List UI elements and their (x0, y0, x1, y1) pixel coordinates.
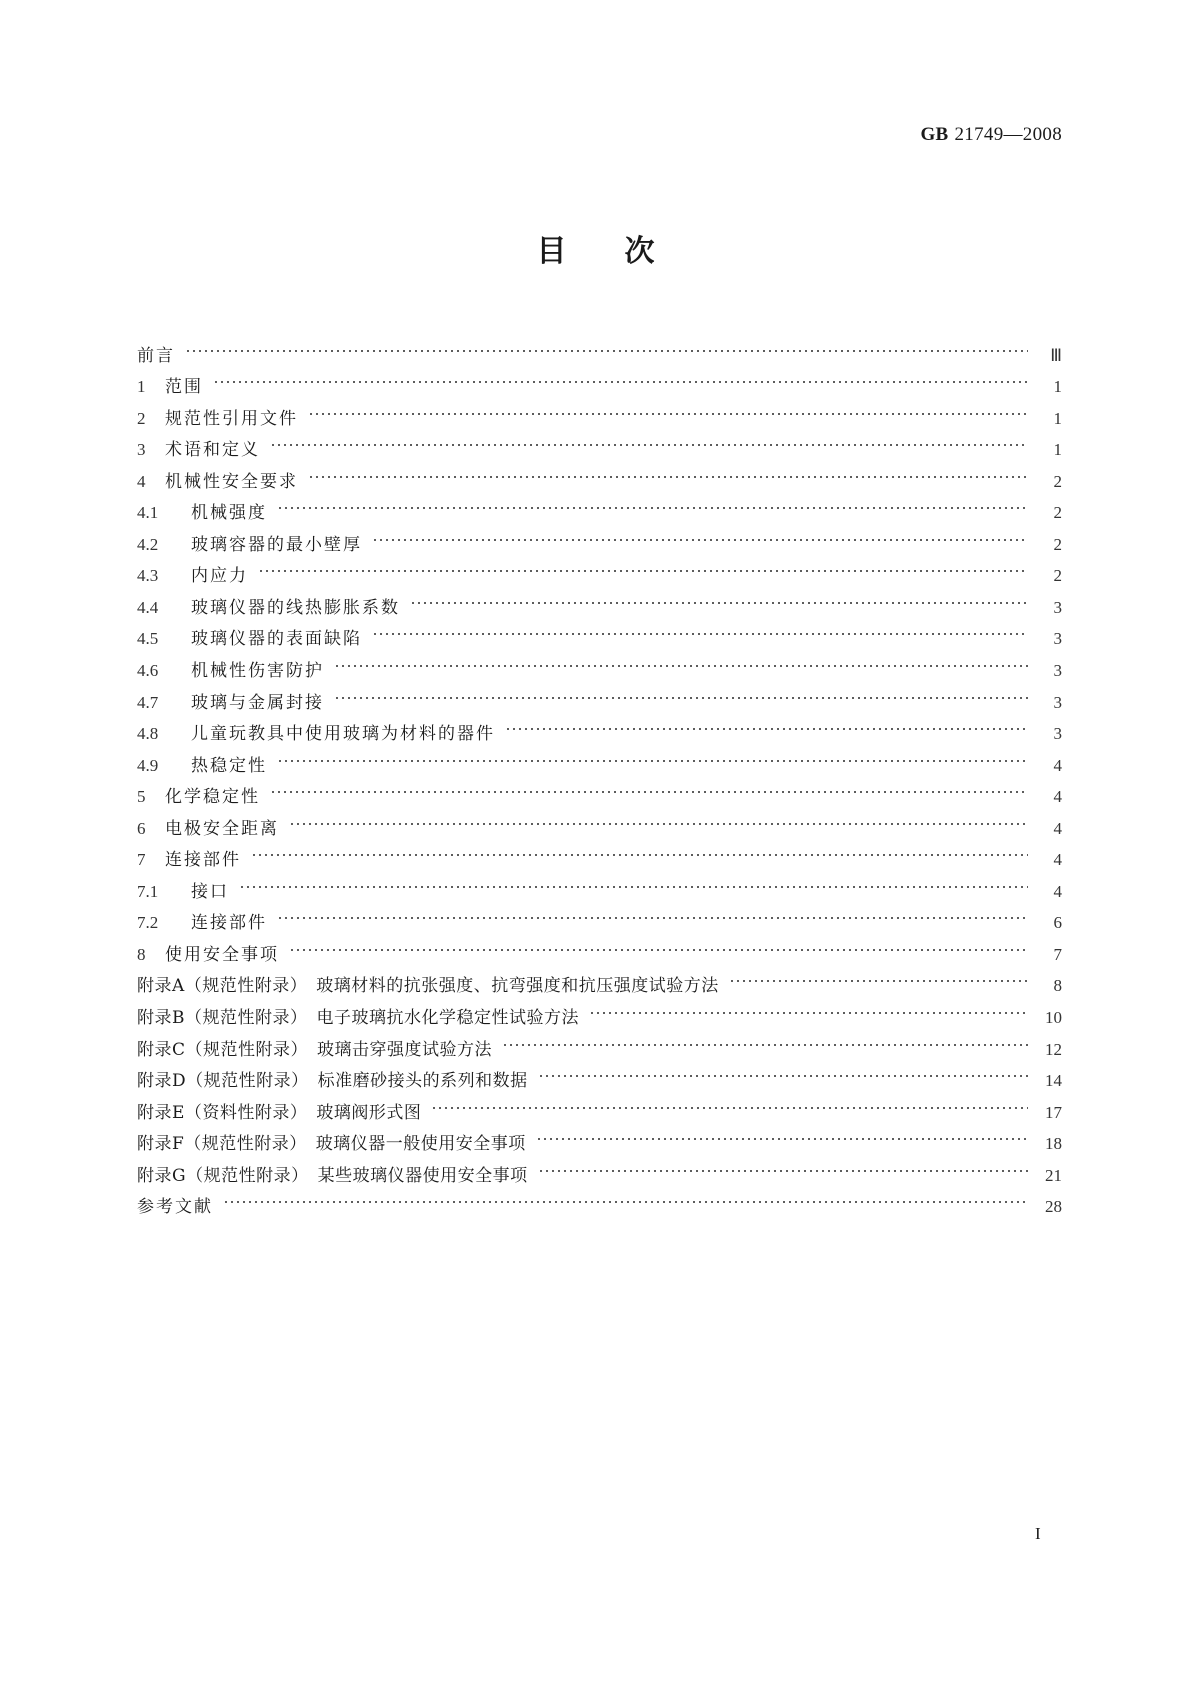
toc-entry-number: 4.7 (137, 692, 159, 712)
dot-leader (185, 329, 1028, 361)
toc-entry-page: 6 (1053, 913, 1062, 933)
dot-leader (251, 834, 1028, 866)
dot-leader (538, 1149, 1028, 1181)
toc-entry-label: 机械性伤害防护 (191, 661, 324, 682)
dot-leader (270, 771, 1028, 803)
toc-entry-page: Ⅲ (1050, 345, 1062, 365)
dot-leader (410, 581, 1028, 613)
dot-leader (334, 644, 1028, 676)
dot-leader (308, 455, 1028, 487)
toc-entry-page: 12 (1045, 1039, 1062, 1059)
toc-entry-number: 6 (137, 818, 146, 838)
toc-entry-label: 术语和定义 (165, 440, 260, 461)
toc-entry-number: 4.3 (137, 566, 159, 586)
toc-entry-number: 4.2 (137, 534, 159, 554)
dot-leader (334, 676, 1028, 708)
toc-entry-label: 儿童玩教具中使用玻璃为材料的器件 (191, 724, 495, 745)
toc-entry-page: 28 (1045, 1197, 1062, 1217)
toc-entry[interactable] (137, 897, 1062, 934)
toc-entry-label: 附录B（规范性附录） 电子玻璃抗水化学稳定性试验方法 (137, 1008, 579, 1029)
toc-entry-number: 8 (137, 944, 146, 964)
toc-entry-page: 3 (1053, 692, 1062, 712)
dot-leader (289, 802, 1028, 834)
toc-entry-page: 2 (1053, 534, 1062, 554)
dot-leader (270, 424, 1028, 456)
dot-leader (505, 708, 1028, 740)
toc-entry-number: 4.6 (137, 661, 159, 681)
toc-entry-page: 10 (1045, 1008, 1062, 1028)
toc-entry[interactable] (137, 424, 1062, 461)
toc-entry-label: 连接部件 (165, 850, 241, 871)
toc-entry-page: 4 (1053, 787, 1062, 807)
dot-leader (589, 991, 1028, 1023)
toc-entry-page: 2 (1053, 471, 1062, 491)
dot-leader (277, 897, 1028, 929)
toc-entry-page: 1 (1053, 377, 1062, 397)
toc-entry-page: 1 (1053, 440, 1062, 460)
toc-entry-page: 3 (1053, 597, 1062, 617)
toc-entry-page: 21 (1045, 1165, 1062, 1185)
toc-entry-number: 4.1 (137, 503, 159, 523)
toc-entry-label: 附录G（规范性附录） 某些玻璃仪器使用安全事项 (137, 1165, 528, 1186)
dot-leader (308, 392, 1028, 424)
dot-leader (431, 1086, 1028, 1118)
dot-leader (289, 928, 1028, 960)
toc-entry-label: 规范性引用文件 (165, 408, 298, 429)
toc-entry-page: 8 (1053, 976, 1062, 996)
dot-leader (223, 1181, 1028, 1213)
standard-code (920, 124, 1062, 146)
toc-entry-number: 3 (137, 440, 146, 460)
toc-entry[interactable] (137, 361, 1062, 398)
toc-entry-page: 2 (1053, 503, 1062, 523)
toc-entry-number: 4.4 (137, 597, 159, 617)
toc-entry-number: 4.8 (137, 724, 159, 744)
toc-entry[interactable] (137, 455, 1062, 492)
toc-entry-label: 内应力 (191, 566, 248, 587)
toc-entry-label: 化学稳定性 (165, 787, 260, 808)
page-number: I (1035, 1524, 1041, 1543)
toc-entry[interactable] (137, 834, 1062, 871)
toc-entry-page: 4 (1053, 850, 1062, 870)
toc-entry-page: 1 (1053, 408, 1062, 428)
dot-leader (502, 1023, 1028, 1055)
toc-entry-number: 7 (137, 850, 146, 870)
toc-entry-page: 3 (1053, 629, 1062, 649)
toc-entry-label: 使用安全事项 (165, 944, 279, 965)
toc-entry-label: 连接部件 (191, 913, 267, 934)
dot-leader (536, 1118, 1028, 1150)
toc-entry[interactable] (137, 802, 1062, 839)
toc-entry-label: 附录C（规范性附录） 玻璃击穿强度试验方法 (137, 1039, 493, 1060)
dot-leader (538, 1055, 1028, 1087)
toc-entry-label: 热稳定性 (191, 755, 267, 776)
toc-entry[interactable] (137, 329, 1062, 366)
dot-leader (258, 550, 1028, 582)
toc-entry[interactable] (137, 550, 1062, 587)
toc-entry[interactable] (137, 581, 1062, 618)
toc-entry[interactable] (137, 518, 1062, 555)
toc-entry-number: 5 (137, 787, 146, 807)
toc-entry-number: 4.5 (137, 629, 159, 649)
dot-leader (372, 613, 1028, 645)
toc-entry[interactable] (137, 1181, 1062, 1218)
table-of-contents (137, 329, 1062, 1218)
toc-entry-label: 玻璃容器的最小壁厚 (191, 534, 362, 555)
toc-entry-number: 7.1 (137, 881, 159, 901)
dot-leader (372, 518, 1028, 550)
toc-entry-number: 2 (137, 408, 146, 428)
toc-entry-label: 附录F（规范性附录） 玻璃仪器一般使用安全事项 (137, 1134, 526, 1155)
toc-entry-page: 3 (1053, 661, 1062, 681)
toc-entry-page: 18 (1045, 1134, 1062, 1154)
toc-entry-label: 电极安全距离 (165, 818, 279, 839)
toc-entry-page: 7 (1053, 944, 1062, 964)
toc-entry[interactable] (137, 865, 1062, 902)
dot-leader (729, 960, 1028, 992)
toc-entry-label: 机械性安全要求 (165, 471, 298, 492)
toc-entry[interactable] (137, 771, 1062, 808)
toc-entry[interactable] (137, 392, 1062, 429)
toc-entry-label: 参考文献 (137, 1197, 213, 1218)
toc-entry-page: 4 (1053, 755, 1062, 775)
toc-entry-page: 4 (1053, 818, 1062, 838)
standard-prefix: GB (920, 124, 949, 145)
toc-entry-page: 2 (1053, 566, 1062, 586)
toc-entry-page: 14 (1045, 1071, 1062, 1091)
toc-entry-number: 1 (137, 377, 146, 397)
page-title: 目次 (536, 234, 713, 269)
toc-entry-label: 前言 (137, 345, 175, 366)
toc-entry-number: 4.9 (137, 755, 159, 775)
dot-leader (239, 865, 1028, 897)
dot-leader (277, 487, 1028, 519)
toc-entry-page: 17 (1045, 1102, 1062, 1122)
toc-entry-page: 4 (1053, 881, 1062, 901)
toc-entry-label: 玻璃仪器的线热膨胀系数 (191, 597, 400, 618)
toc-entry-label: 玻璃与金属封接 (191, 692, 324, 713)
toc-entry-number: 7.2 (137, 913, 159, 933)
dot-leader (277, 739, 1028, 771)
toc-entry[interactable] (137, 928, 1062, 965)
standard-number: 21749—2008 (954, 124, 1062, 145)
toc-entry-label: 范围 (165, 377, 203, 398)
toc-entry-page: 3 (1053, 724, 1062, 744)
dot-leader (213, 361, 1028, 393)
toc-entry-label: 玻璃仪器的表面缺陷 (191, 629, 362, 650)
toc-entry-label: 附录D（规范性附录） 标准磨砂接头的系列和数据 (137, 1071, 528, 1092)
toc-entry-label: 接口 (191, 881, 229, 902)
toc-entry-label: 附录A（规范性附录） 玻璃材料的抗张强度、抗弯强度和抗压强度试验方法 (137, 976, 719, 997)
toc-entry-label: 机械强度 (191, 503, 267, 524)
toc-entry-number: 4 (137, 471, 146, 491)
toc-entry-label: 附录E（资料性附录） 玻璃阀形式图 (137, 1102, 422, 1123)
